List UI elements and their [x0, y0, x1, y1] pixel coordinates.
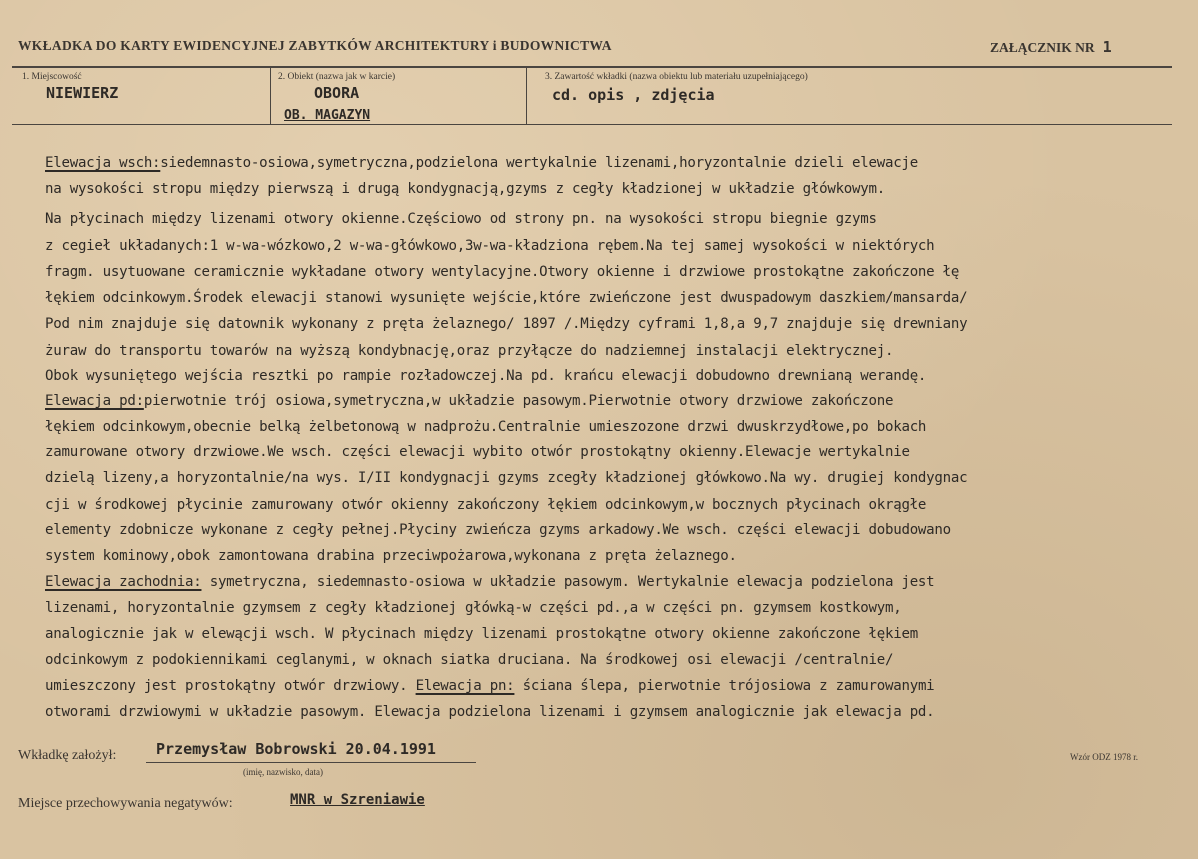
annex-number: 1	[1102, 38, 1112, 56]
section-heading-east: Elewacja wsch:	[45, 155, 161, 171]
body-line-17	[45, 574, 934, 590]
body-text: siedemnasto-osiowa,symetryczna,podzielona wertykalnie lizenami,horyzontalnie dzieli elewacje	[160, 155, 918, 171]
body-line-5: fragm. usytuowane ceramicznie wykładane otwory wentylacyjne.Otwory okienne i drzwiowe prostokątne zakończone łę	[45, 264, 960, 280]
body-line-10	[45, 393, 893, 409]
object-label: 2. Obiekt (nazwa jak w karcie)	[278, 72, 396, 82]
negatives-storage-value: MNR w Szreniawie	[290, 792, 425, 808]
section-heading-north: Elewacja pn:	[415, 678, 515, 694]
body-line-15: elementy zdobnicze wykonane z cegły pełnej.Płyciny zwieńcza gzyms arkadowy.We wsch. części elewacji dobudowano	[45, 522, 951, 538]
annex-label	[990, 38, 1112, 56]
location-value: NIEWIERZ	[46, 84, 119, 102]
body-line-9: Obok wysuniętego wejścia resztki po rampie rozładowczej.Na pd. krańcu elewacji dobudowno drewnianą werandę.	[45, 368, 927, 384]
annex-label-text: ZAŁĄCZNIK NR	[990, 40, 1095, 55]
contents-value: cd. opis , zdjęcia	[552, 86, 715, 104]
object-value-2: OB. MAGAZYN	[284, 108, 371, 123]
body-text: ściana ślepa, pierwotnie trójosiowa z zamurowanymi	[514, 678, 935, 694]
body-line-1	[45, 155, 918, 171]
location-label: 1. Miejscowość	[22, 72, 82, 82]
body-line-3: Na płycinach między lizenami otwory okienne.Częściowo od strony pn. na wysokości stropu biegnie gzyms	[45, 211, 877, 227]
card-title: WKŁADKA DO KARTY EWIDENCYJNEJ ZABYTKÓW ARCHITEKTURY i BUDOWNICTWA	[18, 38, 612, 53]
body-line-2: na wysokości stropu między pierwszą i drugą kondygnacją,gzyms z cegły kładzionej w układzie główkowym.	[45, 181, 885, 197]
created-by-hint: (imię, nazwisko, data)	[243, 767, 323, 777]
created-by-value: Przemysław Bobrowski 20.04.1991	[156, 740, 436, 758]
body-line-12: zamurowane otwory drzwiowe.We wsch. części elewacji wybito otwór prostokątny okienny.Elewacje wertykalnie	[45, 444, 910, 460]
body-line-7: Pod nim znajduje się datownik wykonany z pręta żelaznego/ 1897 /.Między cyframi 1,8,a 9,7 znajduje się drewniany	[45, 316, 968, 332]
field-divider-1	[270, 68, 271, 124]
section-heading-south: Elewacja pd:	[45, 393, 144, 409]
body-line-6: łękiem odcinkowym.Środek elewacji stanowi wysunięte wejście,które zwieńczone jest dwuspadowym daszkiem/mansarda/	[45, 290, 968, 306]
contents-label: 3. Zawartość wkładki (nazwa obiektu lub materiału uzupełniającego)	[545, 72, 808, 82]
negatives-storage-label: Miejsce przechowywania negatywów:	[18, 796, 233, 811]
body-text: umieszczony jest prostokątny otwór drzwiowy.	[45, 678, 416, 694]
body-line-11: łękiem odcinkowym,obecnie belką żelbetonową w nadprożu.Centralnie umieszozone drzwi dwuskrzydłowe,po bokach	[45, 419, 927, 435]
body-line-13: dzielą lizeny,a horyzontalnie/na wys. I/II kondygnacji gzyms zcegły kładzionej główkowo.Na wy. drugiej kondygnac	[45, 470, 968, 486]
field-divider-2	[526, 68, 527, 124]
form-reference: Wzór ODZ 1978 r.	[1070, 752, 1138, 762]
header-rule-top	[12, 66, 1172, 68]
body-text: symetryczna, siedemnasto-osiowa w układzie pasowym. Wertykalnie elewacja podzielona jest	[201, 574, 935, 590]
body-line-19: analogicznie jak w elewącji wsch. W płycinach między lizenami prostokątne otwory okienne zakończone łękiem	[45, 626, 918, 642]
body-line-21	[45, 678, 934, 694]
created-by-label: Wkładkę założył:	[18, 748, 117, 763]
section-heading-west: Elewacja zachodnia:	[45, 574, 202, 590]
body-line-22: otworami drzwiowymi w układzie pasowym. Elewacja podzielona lizenami i gzymsem analogicznie jak elewacja pd.	[45, 704, 935, 720]
body-line-20: odcinkowym z podokiennikami ceglanymi, w oknach siatka druciana. Na środkowej osi elewacji /centralnie/	[45, 652, 894, 668]
body-line-18: lizenami, horyzontalnie gzymsem z cegły kładzionej główką-w części pd.,a w części pn. gzymsem kostkowym,	[45, 600, 902, 616]
body-line-16: system kominowy,obok zamontowana drabina przeciwpożarowa,wykonana z pręta żelaznego.	[45, 548, 737, 564]
object-value-1: OBORA	[314, 84, 360, 102]
created-by-rule	[146, 762, 476, 763]
body-line-8: żuraw do transportu towarów na wyższą kondybnację,oraz przyłącze do nadziemnej instalacji elektrycznej.	[45, 343, 894, 359]
body-text: pierwotnie trój osiowa,symetryczna,w układzie pasowym.Pierwotnie otwory drzwiowe zakończone	[143, 393, 894, 409]
header-rule-bottom	[12, 124, 1172, 125]
body-line-14: cji w środkowej płycinie zamurowany otwór okienny zakończony łękiem odcinkowym,w bocznych płycinach okrągłe	[45, 497, 927, 513]
body-line-4: z cegieł układanych:1 w-wa-wózkowo,2 w-wa-główkowo,3w-wa-kładziona rębem.Na tej samej wysokości w niektórych	[45, 238, 935, 254]
